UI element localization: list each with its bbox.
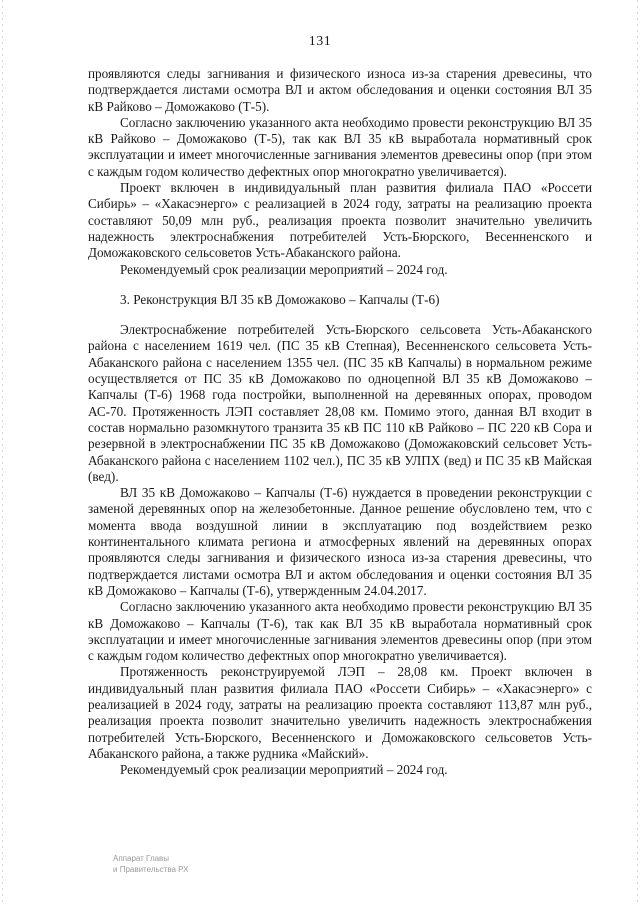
paragraph: Проект включен в индивидуальный план развития филиала ПАО «Россети Сибирь» – «Хакасэнерго» с реализацией в 2024 году, затраты на реализацию проекта составляют 50,09 млн руб., реализация проекта позволит значительно увеличить надежность электроснабжения потребителей Усть-Бюрского, Весенненского и Доможаковского сельсоветов Усть-Абаканского района. xyxy=(88,180,592,261)
page-number: 131 xyxy=(308,34,332,49)
paragraph: Согласно заключению указанного акта необходимо провести реконструкцию ВЛ 35 кВ Райково – Доможаково (Т-5), так как ВЛ 35 кВ выработала нормативный срок эксплуатации и имеет многочисленные загнивания элементов древесины опор (при этом с каждым годом количество дефектных опор многократно увеличивается). xyxy=(88,114,592,179)
footer-line: Аппарат Главы xyxy=(113,854,170,863)
paragraph: Рекомендуемый срок реализации мероприятий – 2024 год. xyxy=(120,762,448,778)
paragraph: Протяженность реконструируемой ЛЭП – 28,08 км. Проект включен в индивидуальный план развития филиала ПАО «Россети Сибирь» – «Хакасэнерго» с реализацией в 2024 году, затраты на реализацию проекта составляют 113,87 млн руб., реализация проекта позволит значительно увеличить надежность электроснабжения потребителей Усть-Бюрского, Весенненского и Доможаковского сельсоветов Усть-Абаканского района, а также рудника «Майский». xyxy=(88,664,592,761)
footer-stamp xyxy=(113,853,188,875)
document-body xyxy=(88,66,592,778)
paragraph: Согласно заключению указанного акта необходимо провести реконструкцию ВЛ 35 кВ Доможаково – Капчалы (Т-6), так как ВЛ 35 кВ выработала нормативный срок эксплуатации и имеет многочисленные загнивания элементов древесины опор (при этом с каждым годом количество дефектных опор многократно увеличивается). xyxy=(88,599,592,664)
footer-line: и Правительства РХ xyxy=(113,865,189,874)
paragraph: Электроснабжение потребителей Усть-Бюрского сельсовета Усть-Абаканского района с населением 1619 чел. (ПС 35 кВ Степная), Весенненского сельсовета Усть-Абаканского района с населением 1355 чел. (ПС 35 кВ Капчалы) в нормальном режиме осуществляется от ПС 35 кВ Доможаково по одноцепной ВЛ 35 кВ Доможаково – Капчалы (Т-6) 1968 года постройки, выполненной на деревянных опорах, проводом АС-70. Протяженность ЛЭП составляет 28,08 км. Помимо этого, данная ВЛ входит в состав нормально разомкнутого транзита 35 кВ ПС 110 кВ Райково – ПС 220 кВ Сора и резервной в электроснабжении ПС 35 кВ Доможаково (Доможаковский сельсовет Усть-Абаканского района с населением 1102 чел.), ПС 35 кВ УЛПХ (вед) и ПС 35 кВ Майская (вед). xyxy=(88,322,592,484)
paragraph: Рекомендуемый срок реализации мероприятий – 2024 год. xyxy=(120,261,448,277)
scan-edge-left xyxy=(2,0,3,905)
scan-edge-right xyxy=(637,0,638,905)
section-heading: 3. Реконструкция ВЛ 35 кВ Доможаково – Капчалы (Т-6) xyxy=(120,291,440,307)
paragraph: проявляются следы загнивания и физического износа из-за старения древесины, что подтверждается листами осмотра ВЛ и актом обследования и оценки состояния ВЛ 35 кВ Райково – Доможаково (Т-5). xyxy=(88,66,592,114)
paragraph: ВЛ 35 кВ Доможаково – Капчалы (Т-6) нуждается в проведении реконструкции с заменой деревянных опор на железобетонные. Данное решение обусловлено тем, что с момента ввода воздушной линии в эксплуатацию под воздействием резко континентального климата региона и атмосферных явлений на деревянных опорах проявляются следы загнивания и физического износа из-за старения древесины, что подтверждается листами осмотра ВЛ и актом обследования и оценки состояния ВЛ 35 кВ Доможаково – Капчалы (Т-6), утвержденным 24.04.2017. xyxy=(88,485,592,598)
